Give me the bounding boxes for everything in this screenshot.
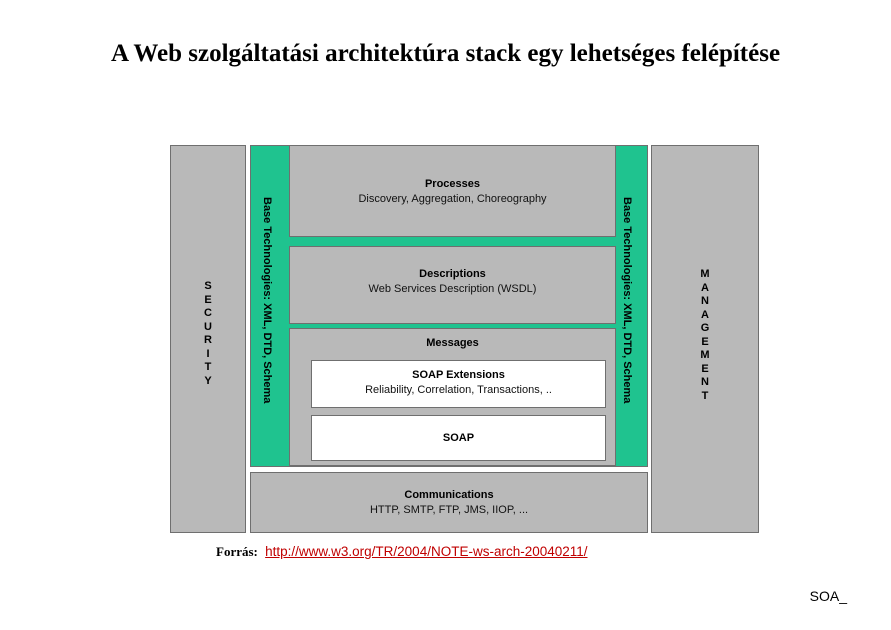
soap-extensions-box (311, 360, 606, 408)
management-letter: M (700, 349, 710, 361)
security-letter: U (204, 320, 212, 333)
management-letter: E (701, 362, 709, 375)
descriptions-subtitle: Web Services Description (WSDL) (368, 283, 537, 295)
soap-title: SOAP (442, 432, 475, 444)
soap-extensions-title: SOAP Extensions (412, 369, 505, 381)
security-letter: E (204, 293, 212, 306)
management-letter: N (701, 295, 709, 307)
management-column (651, 145, 759, 533)
messages-title: Messages (426, 337, 479, 349)
page-title: A Web szolgáltatási architektúra stack egy lehetséges felépítése (110, 40, 781, 67)
footer-label: SOA_ (809, 588, 847, 604)
security-letter: Y (204, 374, 212, 387)
processes-subtitle: Discovery, Aggregation, Choreography (358, 193, 547, 205)
messages-layer (289, 328, 616, 466)
source-line (216, 544, 588, 560)
source-link[interactable]: http://www.w3.org/TR/2004/NOTE-ws-arch-20040211/ (265, 544, 588, 559)
security-label (171, 280, 245, 388)
communications-layer (250, 472, 648, 533)
security-letter: T (204, 361, 212, 373)
communications-title: Communications (404, 489, 494, 501)
management-letter: A (701, 281, 709, 294)
source-label: Forrás: (216, 544, 258, 559)
management-letter: N (701, 376, 709, 388)
management-letter: A (701, 308, 709, 321)
base-technologies-label-left: Base Technologies: XML, DTD, Schema (261, 197, 273, 404)
management-label (652, 268, 758, 403)
base-technologies-label-right: Base Technologies: XML, DTD, Schema (621, 197, 633, 404)
descriptions-title: Descriptions (419, 268, 486, 280)
ws-architecture-stack-diagram (170, 145, 650, 533)
soap-box (311, 415, 606, 461)
security-letter: I (206, 347, 210, 360)
management-letter: G (700, 322, 710, 334)
management-letter: M (700, 268, 710, 280)
descriptions-layer (289, 246, 616, 324)
management-letter: T (701, 389, 709, 402)
processes-title: Processes (424, 178, 481, 190)
soap-extensions-subtitle: Reliability, Correlation, Transactions, .. (365, 384, 552, 396)
security-column (170, 145, 246, 533)
security-letter: S (204, 280, 212, 292)
management-letter: E (701, 335, 709, 348)
security-letter: R (204, 334, 212, 346)
communications-subtitle: HTTP, SMTP, FTP, JMS, IIOP, ... (369, 504, 529, 516)
processes-layer (289, 145, 616, 237)
security-letter: C (204, 307, 212, 319)
